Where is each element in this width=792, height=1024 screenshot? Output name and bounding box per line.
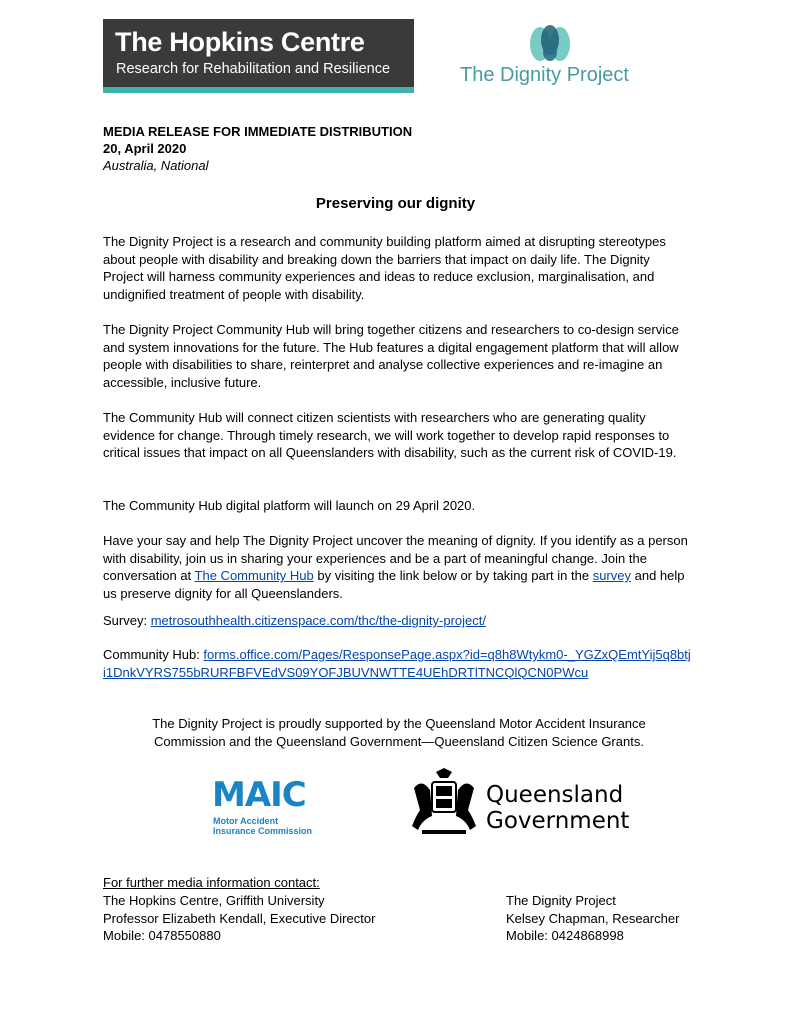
contact-right-mobile: Mobile: 0424868998 — [506, 928, 624, 943]
release-line: MEDIA RELEASE FOR IMMEDIATE DISTRIBUTION — [103, 124, 413, 139]
community-hub-link[interactable]: The Community Hub — [194, 568, 314, 583]
hopkins-logo-subtitle: Research for Rehabilitation and Resilience — [116, 61, 391, 77]
cta-text-1: Have your say and help The Dignity Project uncover the meaning of dignity. If you identify as a person with disability, join us in sharing your experiences and be a part of meaningful change. Join the conversation at — [103, 533, 688, 583]
maic-logo-line2: Insurance Commission — [213, 826, 313, 836]
contact-right — [506, 892, 726, 945]
hopkins-logo-title: The Hopkins Centre — [115, 27, 365, 57]
contact-left-person: Professor Elizabeth Kendall, Executive Director — [103, 910, 376, 926]
paragraph-hub: The Dignity Project Community Hub will bring together citizens and researchers to co-design service and system innovations for the future. The Hub features a digital engagement platform that will allow people with disabilities to share, reinterpret and analyse collective experiences and re-imagine an accessible, inclusive future. — [103, 322, 679, 390]
maic-logo-line1: Motor Accident — [213, 816, 279, 826]
cta-text-3: and help us preserve dignity for all Queenslanders. — [103, 568, 685, 601]
paragraph-cta — [103, 532, 693, 602]
community-hub-label: Community Hub: — [103, 647, 204, 662]
hopkins-logo-bar — [103, 87, 414, 93]
paragraph-intro: The Dignity Project is a research and community building platform aimed at disrupting stereotypes about people with disability and breaking down the barriers that impact on daily life. The Dignity Project will harness community experiences and ideas to reduce exclusion, marginalisation, and undignified treatment of people with disability. — [103, 234, 666, 302]
community-hub-url-link[interactable]: forms.office.com/Pages/ResponsePage.aspx?id=q8h8Wtykm0-_YGZxQEmtYij5q8btji1DnkVYRS755bRURFBFVEdVS09YOFJBUVNWTTE4UEhDRTlTNCQlQCN0PWcu — [103, 647, 691, 680]
paragraph-research: The Community Hub will connect citizen scientists with researchers who are generating quality evidence for change. Through timely research, we will work together to develop rapid responses to critical issues that impact on all Queenslanders with disability, such as the current risk of COVID-19. — [103, 410, 677, 460]
paragraph-launch: The Community Hub digital platform will launch on 29 April 2020. — [103, 498, 476, 513]
hopkins-centre-logo — [103, 19, 414, 93]
survey-label: Survey: — [103, 613, 151, 628]
queensland-government-logo — [408, 768, 630, 840]
queensland-logo-line1: Queensland — [486, 782, 624, 808]
queensland-coat-of-arms-icon — [408, 768, 480, 838]
queensland-logo-line2: Government — [486, 808, 630, 834]
release-location: Australia, National — [103, 158, 209, 173]
contact-left — [103, 892, 483, 945]
community-hub-line — [103, 646, 693, 681]
release-date: 20, April 2020 — [103, 141, 187, 156]
cta-text-2: by visiting the link below or by taking part in the — [313, 568, 593, 583]
contact-right-person: Kelsey Chapman, Researcher — [506, 910, 680, 926]
dignity-leaf-icon — [520, 24, 580, 64]
support-statement: The Dignity Project is proudly supported by the Queensland Motor Accident Insurance Commission and the Queensland Government—Queensland Citizen Science Grants. — [152, 716, 646, 749]
contact-right-org: The Dignity Project — [506, 893, 616, 908]
contact-heading: For further media information contact: — [103, 875, 320, 890]
page-title: Preserving our dignity — [315, 195, 476, 212]
survey-line — [103, 612, 693, 630]
maic-logo — [212, 776, 322, 838]
maic-logo-text: MAIC — [212, 775, 306, 815]
dignity-logo-text: The Dignity Project — [460, 64, 629, 86]
survey-url-link[interactable]: metrosouthhealth.citizenspace.com/thc/the-dignity-project/ — [150, 613, 486, 628]
contact-left-org: The Hopkins Centre, Griffith University — [103, 893, 325, 908]
survey-link[interactable]: survey — [592, 568, 631, 583]
dignity-project-logo — [440, 19, 670, 95]
contact-left-mobile: Mobile: 0478550880 — [103, 928, 221, 943]
